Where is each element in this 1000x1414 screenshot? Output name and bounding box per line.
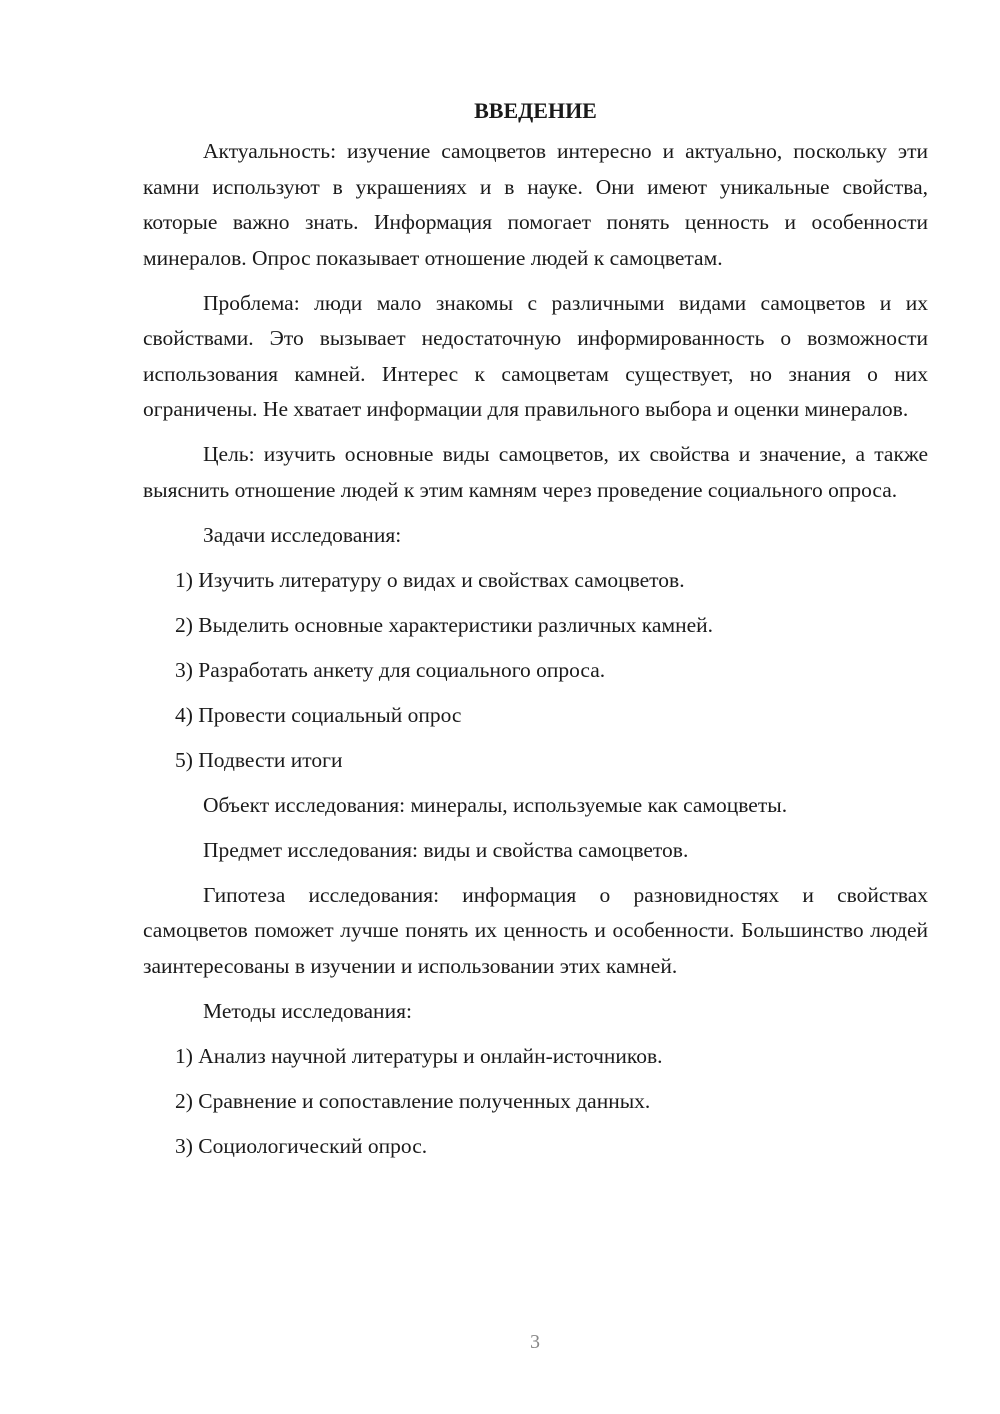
paragraph-goal: Цель: изучить основные виды самоцветов, их свойства и значение, а также выяснить отношение людей к этим камням через проведение социального опроса. [143, 442, 928, 502]
paragraph-subject: Предмет исследования: виды и свойства самоцветов. [203, 837, 689, 862]
tasks-list [143, 563, 928, 779]
list-item: 4) Провести социальный опрос [175, 702, 462, 727]
paragraph-hypothesis: Гипотеза исследования: информация о разновидностях и свойствах самоцветов поможет лучше понять их ценность и особенности. Большинство людей заинтересованы в изучении и использовании этих камней. [143, 882, 928, 978]
list-item: 2) Сравнение и сопоставление полученных данных. [175, 1088, 651, 1113]
list-item: 1) Изучить литературу о видах и свойствах самоцветов. [175, 567, 685, 592]
methods-list [143, 1039, 928, 1165]
list-item: 1) Анализ научной литературы и онлайн-источников. [175, 1043, 663, 1068]
paragraph-object: Объект исследования: минералы, используемые как самоцветы. [203, 792, 788, 817]
tasks-heading: Задачи исследования: [203, 522, 402, 547]
document-body [143, 96, 928, 1174]
list-item: 3) Разработать анкету для социального опроса. [175, 657, 606, 682]
methods-heading: Методы исследования: [203, 998, 412, 1023]
page-title: ВВЕДЕНИЕ [474, 98, 597, 123]
list-item: 3) Социологический опрос. [175, 1133, 428, 1158]
page-number: 3 [530, 1331, 540, 1353]
list-item: 5) Подвести итоги [175, 747, 343, 772]
paragraph-problem: Проблема: люди мало знакомы с различными видами самоцветов и их свойствами. Это вызывает недостаточную информированность о возможности использования камней. Интерес к самоцветам существует, но знания о них ограничены. Не хватает информации для правильного выбора и оценки минералов. [143, 290, 928, 421]
paragraph-relevance: Актуальность: изучение самоцветов интересно и актуально, поскольку эти камни используют в украшениях и в науке. Они имеют уникальные свойства, которые важно знать. Информация помогает понять ценность и особенности минералов. Опрос показывает отношение людей к самоцветам. [143, 139, 928, 270]
list-item: 2) Выделить основные характеристики различных камней. [175, 612, 714, 637]
